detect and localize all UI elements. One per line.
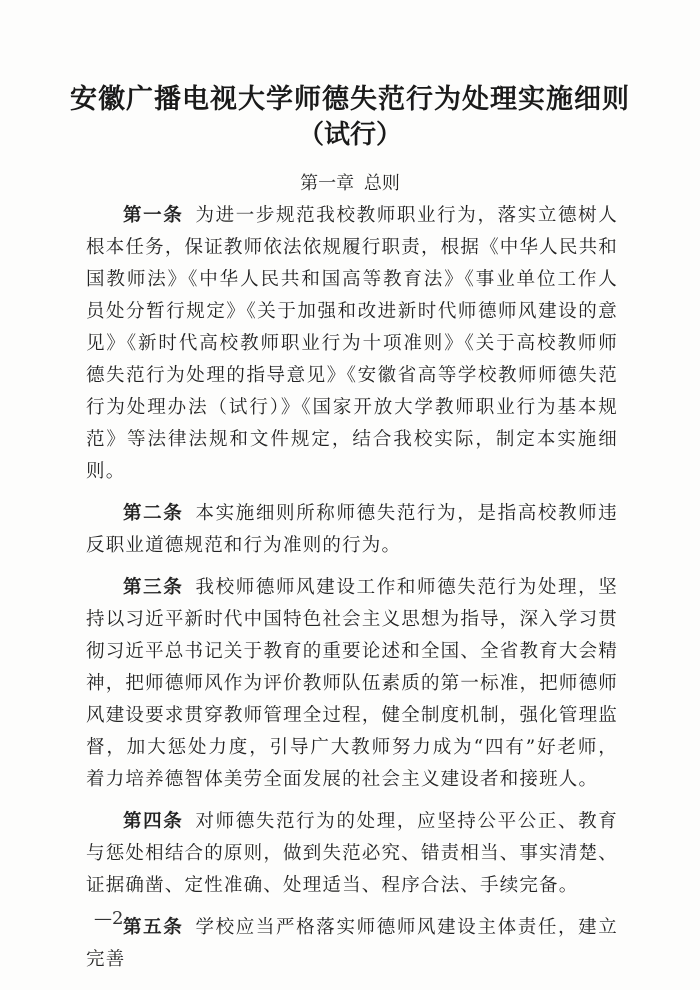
article-number: 第二条 (123, 503, 184, 524)
article-1 (86, 200, 618, 488)
article-text: 学校应当严格落实师德师风建设主体责任，建立完善 (86, 917, 618, 970)
article-number: 第一条 (123, 205, 184, 226)
article-number: 第四条 (123, 811, 184, 832)
article-3 (86, 572, 618, 796)
document-subtitle: （试行） (297, 120, 402, 150)
article-text: 我校师德师风建设工作和师德失范行为处理，坚持以习近平新时代中国特色社会主义思想为指导，深入学习贯彻习近平总书记关于教育的重要论述和全国、全省教育大会精神，把师德师风作为评价教师队伍素质的第一标准，把师德师风建设要求贯穿教师管理全过程，健全制度机制，强化管理监督，加大惩处力度，引导广大教师努力成为“四有”好老师，着力培养德智体美劳全面发展的社会主义建设者和接班人。 (86, 577, 618, 790)
article-number: 第三条 (123, 577, 184, 598)
article-text: 本实施细则所称师德失范行为，是指高校教师违反职业道德规范和行为准则的行为。 (86, 503, 618, 556)
document-body (86, 200, 618, 986)
document-title: 安徽广播电视大学师德失范行为处理实施细则 (70, 84, 630, 115)
article-5 (86, 912, 618, 976)
article-4 (86, 806, 618, 902)
article-text: 为进一步规范我校教师职业行为，落实立德树人根本任务，保证教师依法依规履行职责，根据《中华人民共和国教师法》《中华人民共和国高等教育法》《事业单位工作人员处分暂行规定》《关于加强和改进新时代师德师风建设的意见》《新时代高校教师职业行为十项准则》《关于高校教师师德失范行为处理的指导意见》《安徽省高等学校教师师德失范行为处理办法（试行）》《国家开放大学教师职业行为基本规范》等法律法规和文件规定，结合我校实际，制定本实施细则。 (86, 205, 618, 482)
article-text: 对师德失范行为的处理，应坚持公平公正、教育与惩处相结合的原则，做到失范必究、错责相当、事实清楚、证据确凿、定性准确、处理适当、程序合法、手续完备。 (86, 811, 618, 896)
article-number: 第五条 (123, 917, 184, 938)
article-2 (86, 498, 618, 562)
page-number: —2— (94, 908, 142, 929)
chapter-heading: 第一章 总则 (300, 173, 400, 194)
